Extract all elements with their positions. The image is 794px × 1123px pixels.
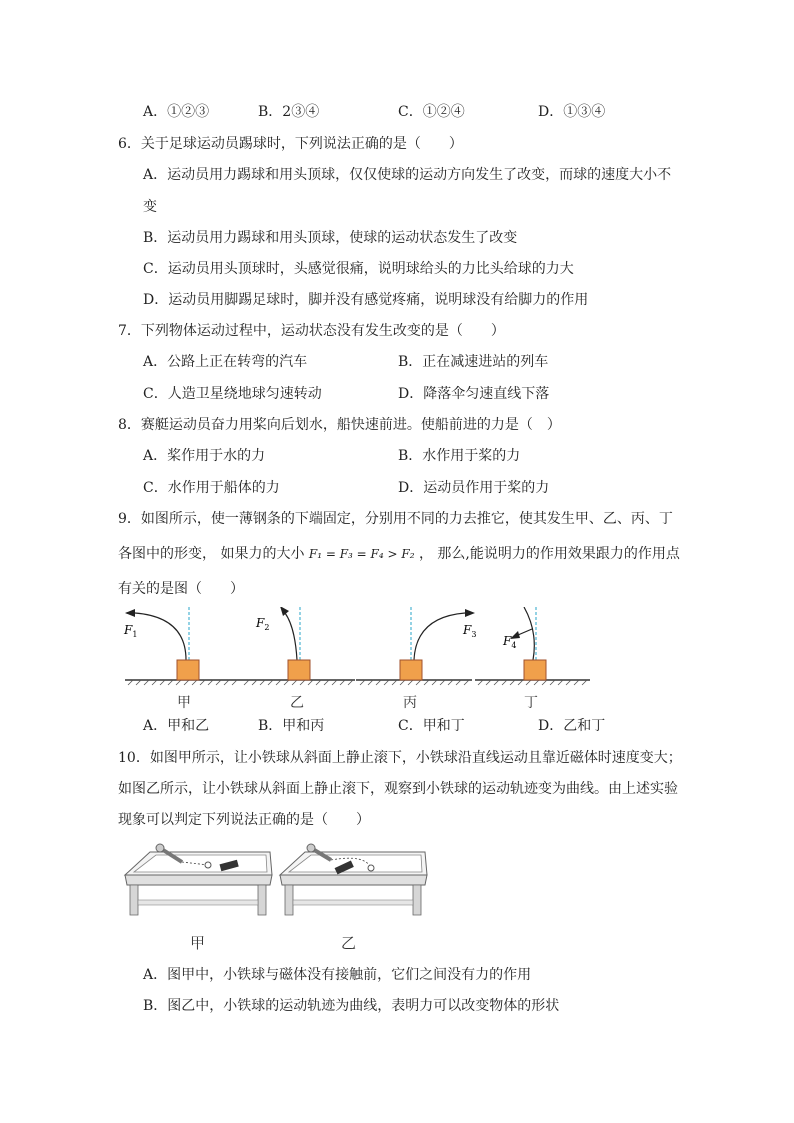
q9-option-b: B．甲和丙 bbox=[258, 718, 325, 734]
q10-caption-yi: 乙 bbox=[341, 934, 357, 952]
q9-formula: F₁ = F₃ = F₄ > F₂ bbox=[308, 547, 415, 561]
q9-line2-post: ， 那么,能说明力的作用效果跟力的作用点 bbox=[418, 546, 680, 562]
q10-line1: 10．如图甲所示，让小铁球从斜面上静止滚下，小铁球沿直线运动且靠近磁体时速度变大； bbox=[118, 750, 682, 766]
figure-table-yi bbox=[280, 844, 427, 915]
q7-option-a: A．公路上正在转弯的汽车 bbox=[143, 354, 308, 370]
figure-table-jia bbox=[125, 844, 272, 915]
q7-option-d: D．降落伞匀速直线下落 bbox=[398, 386, 550, 402]
q8-option-b: B．水作用于桨的力 bbox=[398, 448, 521, 464]
figure-ding bbox=[475, 607, 590, 685]
q6-option-b: B．运动员用力踢球和用头顶球，使球的运动状态发生了改变 bbox=[143, 230, 518, 246]
q6-option-a: A．运动员用力踢球和用头顶球，仅仅使球的运动方向发生了改变，而球的速度大小不 bbox=[143, 167, 672, 183]
q6-stem: 6．关于足球运动员踢球时，下列说法正确的是（ ） bbox=[118, 136, 463, 152]
q6-option-c: C．运动员用头顶球时，头感觉很痛，说明球给头的力比头给球的力大 bbox=[143, 261, 574, 277]
caption-ding: 丁 bbox=[524, 695, 538, 711]
q6-option-d: D．运动员用脚踢足球时，脚并没有感觉疼痛，说明球没有给脚力的作用 bbox=[143, 292, 589, 308]
figure-bing bbox=[356, 607, 476, 685]
q9-line3: 有关的是图（ ） bbox=[118, 581, 244, 597]
q7-option-b: B．正在减速进站的列车 bbox=[398, 354, 549, 370]
q5-option-b: B．2③④ bbox=[258, 104, 320, 120]
q10-line3: 现象可以判定下列说法正确的是（ ） bbox=[118, 812, 370, 828]
q9-option-c: C．甲和丁 bbox=[398, 718, 465, 734]
q9-line1: 9．如图所示，使一薄钢条的下端固定，分别用不同的力去推它，使其发生甲、乙、丙、丁 bbox=[118, 511, 673, 527]
caption-jia: 甲 bbox=[177, 695, 191, 711]
q9-line2-pre: 各图中的形变， 如果力的大小 bbox=[118, 546, 305, 562]
force-label-f4: $F_4$ bbox=[503, 634, 517, 650]
q5-option-d: D．①③④ bbox=[538, 104, 606, 120]
q5-option-a: A．①②③ bbox=[143, 104, 210, 120]
q8-stem: 8．赛艇运动员奋力用桨向后划水，船快速前进。使船前进的力是（ ） bbox=[118, 417, 561, 433]
q10-option-a: A．图甲中，小铁球与磁体没有接触前，它们之间没有力的作用 bbox=[143, 967, 532, 983]
force-label-f2: $F_2$ bbox=[256, 616, 270, 632]
q10-caption-jia: 甲 bbox=[190, 934, 206, 952]
q5-option-c: C．①②④ bbox=[398, 104, 465, 120]
q8-option-c: C．水作用于船体的力 bbox=[143, 480, 280, 496]
q7-stem: 7．下列物体运动过程中，运动状态没有发生改变的是（ ） bbox=[118, 323, 505, 339]
q8-option-a: A．桨作用于水的力 bbox=[143, 448, 266, 464]
figure-yi bbox=[240, 607, 355, 685]
q6-option-a-cont: 变 bbox=[143, 199, 157, 215]
q7-option-c: C．人造卫星绕地球匀速转动 bbox=[143, 386, 322, 402]
q8-option-d: D．运动员作用于桨的力 bbox=[398, 480, 550, 496]
q9-option-a: A．甲和乙 bbox=[143, 718, 210, 734]
q9-line2 bbox=[118, 544, 680, 564]
caption-yi: 乙 bbox=[290, 695, 304, 711]
q10-line2: 如图乙所示，让小铁球从斜面上静止滚下，观察到小铁球的运动轨迹变为曲线。由上述实验 bbox=[118, 781, 678, 797]
q10-figure bbox=[120, 840, 450, 930]
figure-jia bbox=[123, 607, 240, 685]
q10-option-b: B．图乙中，小铁球的运动轨迹为曲线，表明力可以改变物体的形状 bbox=[143, 998, 560, 1014]
force-label-f1: $F_1$ bbox=[124, 623, 138, 639]
q9-figure bbox=[120, 607, 600, 689]
caption-bing: 丙 bbox=[403, 695, 417, 711]
q9-option-d: D．乙和丁 bbox=[538, 718, 606, 734]
force-label-f3: $F_3$ bbox=[463, 623, 477, 639]
